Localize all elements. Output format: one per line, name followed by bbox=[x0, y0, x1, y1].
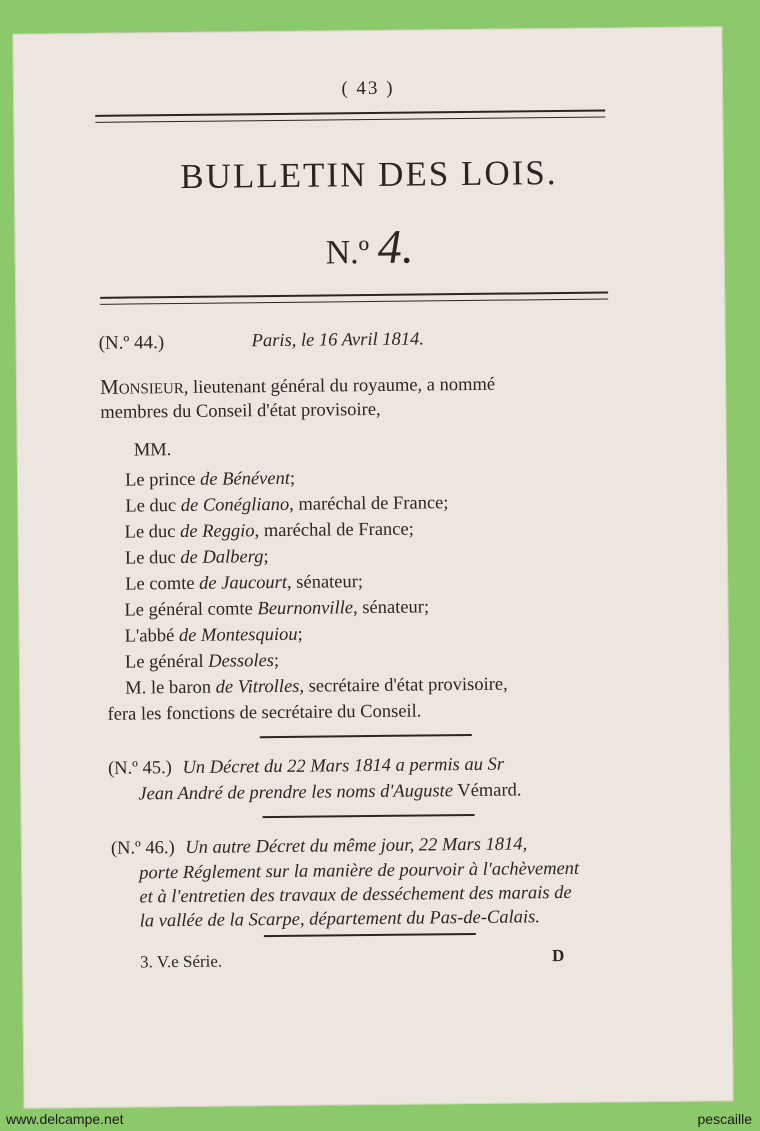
member-line: Le comte de Jaucourt, sénateur; bbox=[125, 572, 364, 595]
member-line: L'abbé de Montesquiou; bbox=[124, 624, 303, 647]
member-line: Le duc de Conégliano, maréchal de France; bbox=[125, 493, 449, 517]
intro-rest: , lieutenant général du royaume, a nommé bbox=[183, 374, 496, 398]
document-title: BULLETIN DES LOIS. bbox=[180, 153, 558, 196]
entry-46-line2: porte Réglement sur la manière de pourvoir à l'achèvement bbox=[139, 858, 580, 884]
member-line: M. le baron de Vitrolles, secrétaire d'état provisoire, bbox=[125, 674, 508, 699]
entry-45-text: Un Décret du 22 Mars 1814 a permis au Sr bbox=[182, 754, 505, 779]
entry-45-line2: Jean André de prendre les noms d'Auguste Vémard. bbox=[138, 780, 522, 805]
series-footer: 3. V.e Série. bbox=[140, 951, 223, 972]
watermark-left: www.delcampe.net bbox=[6, 1111, 124, 1127]
entry-45-line1 bbox=[108, 755, 504, 780]
entry-46-line3: et à l'entretien des travaux de desséchement des marais de bbox=[139, 882, 572, 908]
watermark-right: pescaille bbox=[697, 1111, 752, 1127]
entry-45-ref: (N.º 45.) bbox=[107, 758, 172, 779]
entry-44-intro bbox=[100, 371, 495, 400]
header-rule-bottom bbox=[100, 292, 608, 305]
section-divider bbox=[260, 734, 472, 738]
number-value: 4. bbox=[377, 220, 414, 274]
section-divider bbox=[264, 933, 476, 937]
member-line: Le duc de Dalberg; bbox=[124, 547, 269, 569]
header-rule-top bbox=[95, 110, 605, 123]
entry-44-ref: (N.º 44.) bbox=[98, 332, 165, 354]
entry-44-dateline: Paris, le 16 Avril 1814. bbox=[251, 329, 425, 352]
entry-46-ref: (N.º 46.) bbox=[110, 838, 175, 859]
section-divider bbox=[263, 814, 475, 818]
entry-44-intro-line2: membres du Conseil d'état provisoire, bbox=[100, 399, 381, 423]
entry-44-mm: MM. bbox=[133, 440, 172, 461]
signature-mark: D bbox=[551, 946, 565, 966]
member-line: Le prince de Bénévent; bbox=[124, 468, 296, 491]
number-prefix: N.º bbox=[325, 234, 370, 272]
entry-44-closing: fera les fonctions de secrétaire du Conseil. bbox=[107, 701, 422, 725]
entry-46-line1: (N.º 46.) Un autre Décret du même jour, 22 Mars 1814, bbox=[110, 834, 528, 859]
page-number: ( 43 ) bbox=[341, 77, 395, 100]
document-page bbox=[12, 26, 733, 1108]
entry-46-line4: la vallée de la Scarpe, département du Pas-de-Calais. bbox=[139, 907, 541, 932]
member-line: Le général Dessoles; bbox=[124, 650, 280, 673]
member-line: Le duc de Reggio, maréchal de France; bbox=[124, 519, 414, 543]
member-line: Le général comte Beurnonville, sénateur; bbox=[124, 597, 430, 621]
bulletin-number bbox=[14, 216, 725, 278]
intro-lead: Monsieur bbox=[99, 373, 184, 399]
